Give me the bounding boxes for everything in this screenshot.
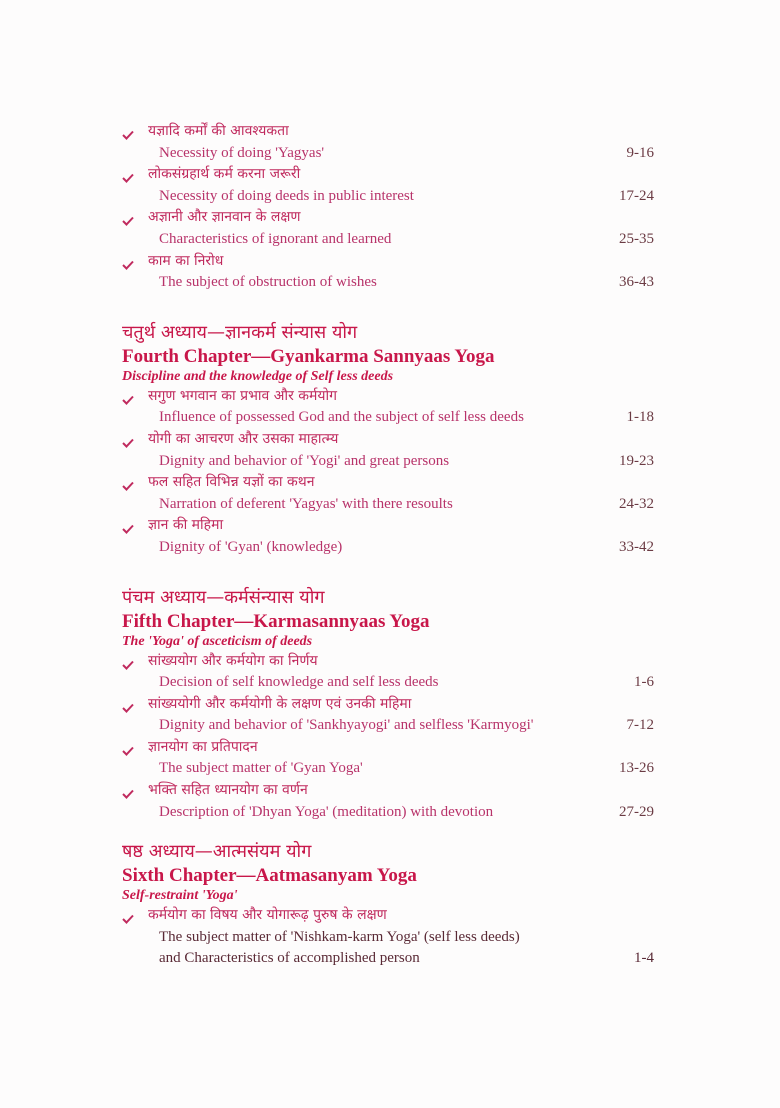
topic-hindi-text: यज्ञादि कर्मों की आवश्यकता: [148, 123, 289, 139]
checkmark-icon: [122, 434, 134, 444]
page-range: 13-26: [619, 760, 654, 777]
chapter-section: [122, 585, 654, 824]
topic-english: [122, 672, 654, 694]
topic-english-text: Necessity of doing 'Yagyas': [159, 144, 325, 161]
topic-hindi-text: सांख्ययोगी और कर्मयोगी के लक्षण एवं उनकी महिमा: [148, 695, 412, 712]
topic-english: [122, 143, 654, 165]
topic-hindi: [122, 515, 654, 537]
checkmark-icon: [122, 126, 134, 136]
table-of-contents: [122, 121, 654, 970]
topic-hindi: [122, 472, 654, 494]
page-range: 1-4: [634, 950, 654, 967]
topic-english-text: Description of 'Dhyan Yoga' (meditation) with devotion: [159, 803, 494, 820]
topic-hindi: [122, 207, 654, 229]
topic-english: [122, 407, 654, 429]
topic-english: [122, 927, 654, 949]
topic-hindi: [122, 780, 654, 802]
topic-hindi-text: लोकसंग्रहार्थ कर्म करना जरूरी: [148, 166, 301, 183]
topic-english: [122, 186, 654, 208]
checkmark-icon: [122, 391, 134, 401]
topic-english: [122, 802, 654, 824]
topic-english-text: The subject matter of 'Gyan Yoga': [159, 760, 363, 777]
topic-hindi: [122, 651, 654, 673]
page-range: 1-6: [634, 674, 654, 691]
topic-english-text: Dignity of 'Gyan' (knowledge): [159, 538, 343, 555]
topic-english-text: The subject of obstruction of wishes: [159, 274, 377, 291]
topic-english-text: Narration of deferent 'Yagyas' with there resoults: [159, 495, 453, 512]
topic-english-text: Decision of self knowledge and self less deeds: [159, 674, 439, 691]
page-range: 24-32: [619, 495, 654, 512]
checkmark-icon: [122, 699, 134, 709]
page-range: 19-23: [619, 452, 654, 469]
chapter-title-hindi: षष्ठ अध्याय—आत्मसंयम योग: [122, 841, 312, 863]
topic-hindi-text: अज्ञानी और ज्ञानवान के लक्षण: [148, 209, 301, 226]
checkmark-icon: [122, 169, 134, 179]
chapter-title-english: Fifth Chapter—Karmasannyaas Yoga: [122, 610, 430, 632]
topic-hindi: [122, 737, 654, 759]
chapter-title-hindi: पंचम अध्याय—कर्मसंन्यास योग: [122, 586, 325, 608]
topic-hindi-text: ज्ञान की महिमा: [148, 517, 224, 534]
checkmark-icon: [122, 656, 134, 666]
chapter-subtitle: Discipline and the knowledge of Self less deeds: [122, 368, 394, 384]
topic-hindi-text: सगुण भगवान का प्रभाव और कर्मयोग: [148, 387, 338, 404]
topic-english-cont: [122, 948, 654, 970]
topic-english: [122, 494, 654, 516]
checkmark-icon: [122, 520, 134, 530]
topic-hindi: [122, 386, 654, 408]
topic-hindi-text: सांख्ययोग और कर्मयोग का निर्णय: [148, 652, 318, 669]
topic-english-text: Necessity of doing deeds in public interest: [159, 187, 414, 204]
topic-english: [122, 715, 654, 737]
topic-hindi: [122, 905, 654, 927]
page-range: 33-42: [619, 538, 654, 555]
topic-english: [122, 272, 654, 294]
page-range: 25-35: [619, 230, 654, 247]
chapter-title-english: Fourth Chapter—Gyankarma Sannyaas Yoga: [122, 345, 495, 367]
page-range: 27-29: [619, 803, 654, 820]
topic-english-text: Characteristics of ignorant and learned: [159, 230, 392, 247]
topic-hindi-text: काम का निरोध: [148, 252, 224, 269]
topic-hindi: [122, 121, 654, 143]
checkmark-icon: [122, 477, 134, 487]
checkmark-icon: [122, 212, 134, 222]
page-range: 7-12: [626, 717, 654, 734]
topic-english: [122, 758, 654, 780]
chapter-title-english: Sixth Chapter—Aatmasanyam Yoga: [122, 865, 417, 887]
checkmark-icon: [122, 742, 134, 752]
page-range: 9-16: [626, 144, 654, 161]
page-range: 17-24: [619, 187, 654, 204]
chapter-section: [122, 320, 654, 559]
chapter-title-hindi: चतुर्थ अध्याय—ज्ञानकर्म संन्यास योग: [122, 321, 358, 343]
topic-english-text: and Characteristics of accomplished person: [159, 950, 420, 967]
checkmark-icon: [122, 785, 134, 795]
topic-hindi: [122, 251, 654, 273]
chapter-subtitle: Self-restraint 'Yoga': [122, 888, 238, 904]
chapter-section: [122, 839, 654, 970]
topic-hindi-text: कर्मयोग का विषय और योगारूढ़ पुरुष के लक्षण: [148, 907, 387, 924]
topic-english-text: The subject matter of 'Nishkam-karm Yoga' (self less deeds): [159, 928, 520, 945]
topic-english-text: Dignity and behavior of 'Yogi' and great persons: [159, 452, 450, 469]
page-range: 36-43: [619, 274, 654, 291]
checkmark-icon: [122, 910, 134, 920]
topic-hindi-text: योगी का आचरण और उसका माहात्म्य: [148, 430, 339, 447]
topic-hindi: [122, 429, 654, 451]
topic-english: [122, 229, 654, 251]
topic-hindi: [122, 694, 654, 716]
page-range: 1-18: [626, 409, 654, 426]
topic-english-text: Influence of possessed God and the subject of self less deeds: [159, 409, 524, 426]
topic-hindi: [122, 164, 654, 186]
topic-english: [122, 537, 654, 559]
topic-english-text: Dignity and behavior of 'Sankhyayogi' and selfless 'Karmyogi': [159, 717, 534, 734]
topic-hindi-text: फल सहित विभिन्न यज्ञों का कथन: [148, 474, 315, 491]
topic-hindi-text: भक्ति सहित ध्यानयोग का वर्णन: [148, 782, 308, 799]
chapter-subtitle: The 'Yoga' of asceticism of deeds: [122, 633, 313, 649]
topic-hindi-text: ज्ञानयोग का प्रतिपादन: [148, 738, 258, 755]
topic-english: [122, 451, 654, 473]
checkmark-icon: [122, 256, 134, 266]
chapter-section: [122, 121, 654, 294]
